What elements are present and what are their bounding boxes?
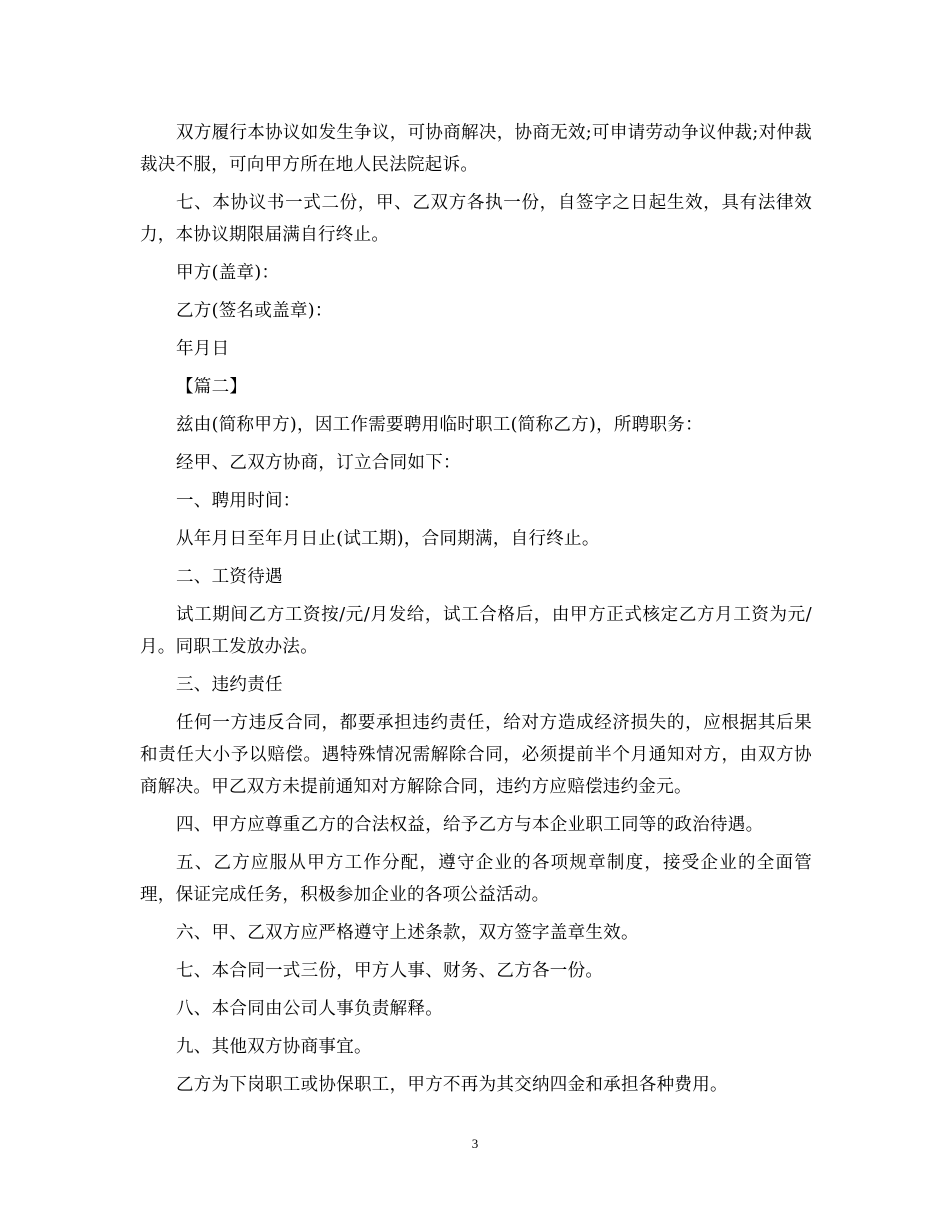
document-body: [140, 117, 812, 1101]
section-heading-part-two: 【篇二】: [176, 377, 248, 397]
clause-heading-employment-period: 一、聘用时间：: [176, 491, 301, 511]
paragraph-wages: 试工期间乙方工资按/元/月发给，试工合格后，由甲方正式核定乙方月工资为元/月。同职工发放办法。: [140, 605, 812, 657]
clause-four: 四、甲方应尊重乙方的合法权益，给予乙方与本企业职工同等的政治待遇。: [176, 815, 764, 835]
clause-six: 六、甲、乙双方应严格遵守上述条款，双方签字盖章生效。: [176, 923, 639, 943]
clause-eight: 八、本合同由公司人事负责解释。: [176, 999, 443, 1019]
paragraph-agreement-copies: 七、本协议书一式二份，甲、乙双方各执一份，自签字之日起生效，具有法律效力，本协议期限届满自行终止。: [140, 193, 812, 245]
paragraph-laid-off-workers: 乙方为下岗职工或协保职工，甲方不再为其交纳四金和承担各种费用。: [176, 1075, 728, 1095]
paragraph-hiring-intro: 兹由(简称甲方)，因工作需要聘用临时职工(简称乙方)，所聘职务：: [176, 415, 703, 435]
page-number: 3: [471, 1136, 479, 1151]
paragraph-liability: 任何一方违反合同，都要承担违约责任，给对方造成经济损失的，应根据其后果和责任大小予以赔偿。遇特殊情况需解除合同，必须提前半个月通知对方，由双方协商解决。甲乙双方未提前通知对方解除合同，违约方应赔偿违约金元。: [140, 713, 812, 797]
paragraph-dispute-resolution: 双方履行本协议如发生争议，可协商解决，协商无效;可申请劳动争议仲裁;对仲裁裁决不服，可向甲方所在地人民法院起诉。: [140, 123, 812, 175]
clause-heading-wages: 二、工资待遇: [176, 567, 283, 587]
paragraph-employment-period: 从年月日至年月日止(试工期)，合同期满，自行终止。: [176, 529, 600, 549]
paragraph-contract-intro: 经甲、乙双方协商，订立合同如下：: [176, 453, 461, 473]
date-line: 年月日: [176, 339, 230, 359]
clause-five: 五、乙方应服从甲方工作分配，遵守企业的各项规章制度，接受企业的全面管理，保证完成任务，积极参加企业的各项公益活动。: [140, 853, 812, 905]
clause-seven: 七、本合同一式三份，甲方人事、财务、乙方各一份。: [176, 961, 604, 981]
clause-nine: 九、其他双方协商事宜。: [176, 1037, 372, 1057]
clause-heading-liability: 三、违约责任: [176, 675, 283, 695]
party-a-seal-line: 甲方(盖章)：: [176, 263, 280, 283]
party-b-signature-line: 乙方(签名或盖章)：: [176, 301, 333, 321]
